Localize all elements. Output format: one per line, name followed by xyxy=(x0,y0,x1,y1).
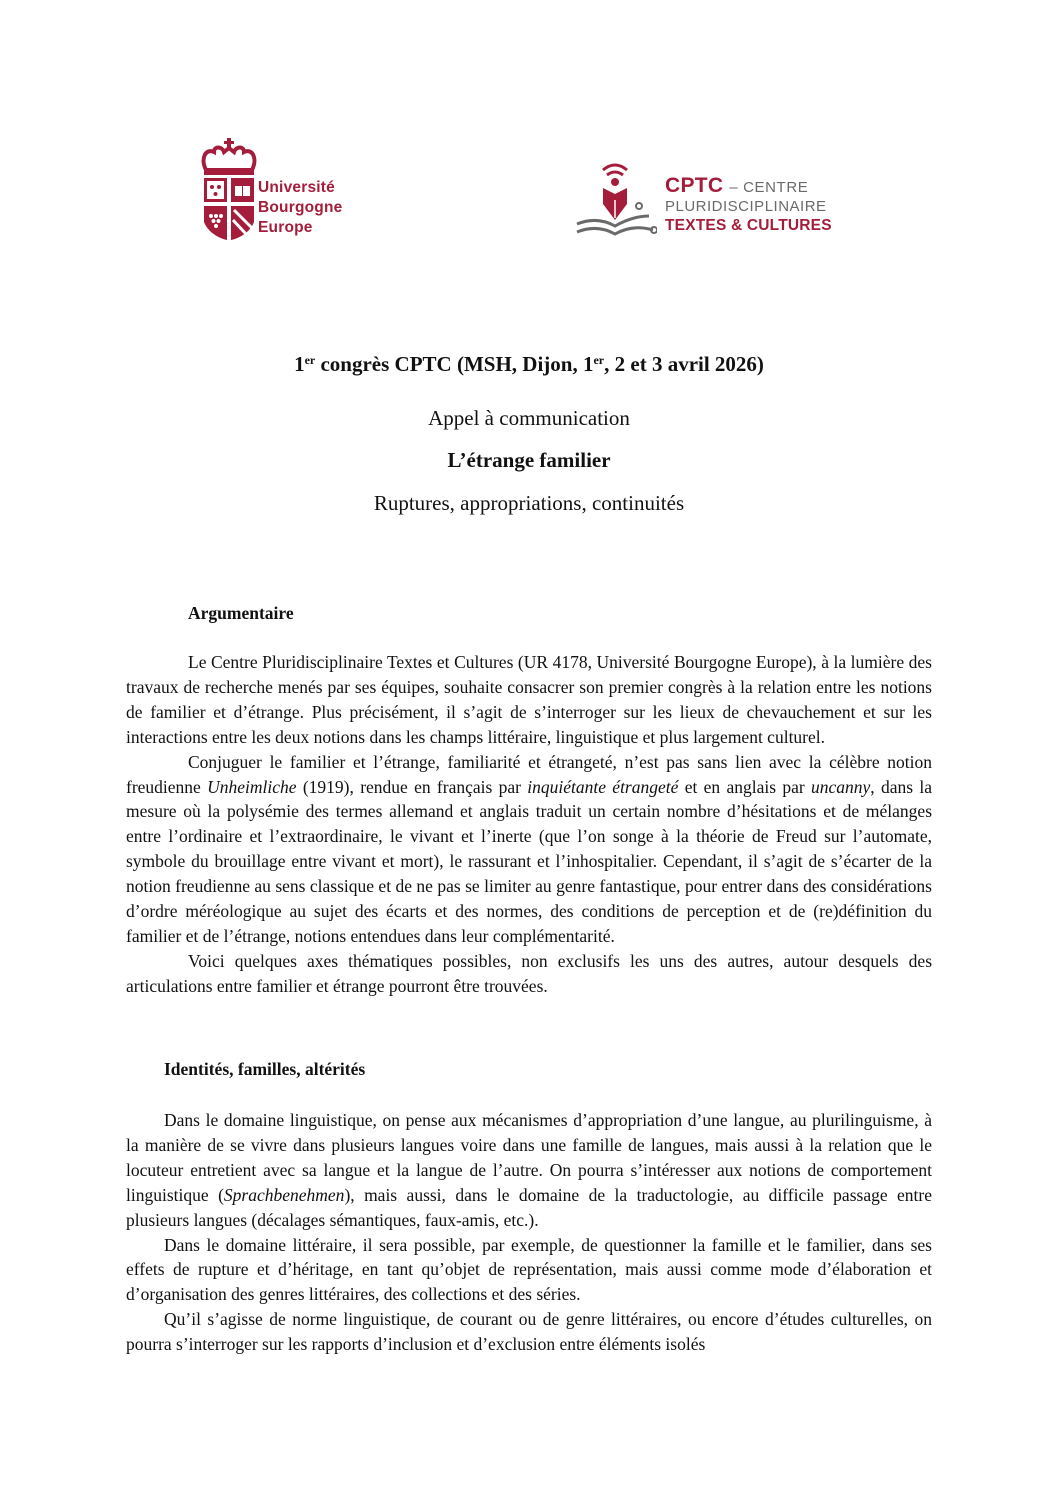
cptc-textes-cultures: TEXTES & CULTURES xyxy=(665,217,832,234)
paragraph: Le Centre Pluridisciplinaire Textes et Cultures (UR 4178, Université Bourgogne Europe), à la lumière des travaux de recherche menés par ses équipes, souhaite consacrer son premier congrès à la relation entre les notions de familier et d’étrange. Plus précisément, il s’agit de s’interroger sur les lieux de chevauchement et sur les interactions entre les deux notions dans les champs littéraire, linguistique et plus largement culturel. xyxy=(126,652,932,747)
universite-bourgogne-europe-logo xyxy=(200,136,400,246)
congress-title: 1er congrès CPTC (MSH, Dijon, 1er, 2 et 3 avril 2026) xyxy=(294,352,764,376)
coat-of-arms-icon xyxy=(200,136,258,246)
section-heading-argumentaire: Argumentaire xyxy=(188,603,294,623)
cptc-logo xyxy=(573,160,863,242)
section-heading-identites: Identités, familles, altérités xyxy=(164,1059,366,1079)
paragraph: Dans le domaine littéraire, il sera possible, par exemple, de questionner la famille et le familier, dans ses effets de rupture et d’héritage, en tant qu’objet de représentation, mais aussi comme mode d’élaboration et d’organisation des genres littéraires, des collections et des séries. xyxy=(126,1234,932,1305)
paragraph: Voici quelques axes thématiques possibles, non exclusifs les uns des autres, autour desquels des articulations entre familier et étrange pourront être trouvées. xyxy=(126,950,932,996)
call-for-papers-subtitle: Appel à communication xyxy=(428,406,630,430)
logo-line-europe: Europe xyxy=(258,219,313,236)
theme-subtitle: Ruptures, appropriations, continuités xyxy=(373,491,685,515)
logo-line-bourgogne: Bourgogne xyxy=(258,199,343,216)
logo-line-universite: Université xyxy=(258,179,335,196)
cptc-centre: – CENTRE xyxy=(729,179,809,196)
cptc-logo-text xyxy=(665,176,832,235)
argumentaire-body xyxy=(126,650,932,999)
identites-body xyxy=(126,1108,932,1357)
theme-title: L’étrange familier xyxy=(447,448,611,472)
universite-logo-text xyxy=(258,178,342,238)
cptc-pluridisciplinaire: PLURIDISCIPLINAIRE xyxy=(665,198,827,215)
pen-book-icon xyxy=(573,160,657,242)
paragraph: Dans le domaine linguistique, on pense aux mécanismes d’appropriation d’une langue, au plurilinguisme, à la manière de se vivre dans plusieurs langues voire dans une famille de langues, mais aussi à la relation que le locuteur entretient avec sa langue et la langue de l’autre. On pourra s’intéresser aux notions de comportement linguistique (Sprachbenehmen), mais aussi, dans le domaine de la traductologie, au difficile passage entre plusieurs langues (décalages sémantiques, faux-amis, etc.). xyxy=(126,1110,933,1230)
paragraph: Conjuguer le familier et l’étrange, familiarité et étrangeté, n’est pas sans lien avec la célèbre notion freudienne Unheimliche (1919), rendue en français par inquiétante étrangeté et en anglais par uncanny, dans la mesure où la polysémie des termes allemand et anglais traduit un certain nombre d’hésitations et de mélanges entre l’ordinaire et l’extraordinaire, le vivant et l’inerte (que l’on songe à la théorie de Freud sur l’automate, symbole du brouillage entre vivant et mort), le rassurant et l’inhospitalier. Cependant, il s’agit de s’écarter de la notion freudienne au sens classique et de ne pas se limiter au genre fantastique, pour entrer dans des considérations d’ordre méréologique au sujet des écarts et des normes, des conditions de perception et de (re)définition du familier et de l’étrange, notions entendues dans leur complémentarité. xyxy=(126,751,932,946)
paragraph: Qu’il s’agisse de norme linguistique, de courant ou de genre littéraires, ou encore d’études culturelles, on pourra s’interroger sur les rapports d’inclusion et d’exclusion entre éléments isolés xyxy=(126,1309,932,1355)
cptc-acronym: CPTC xyxy=(665,174,724,197)
